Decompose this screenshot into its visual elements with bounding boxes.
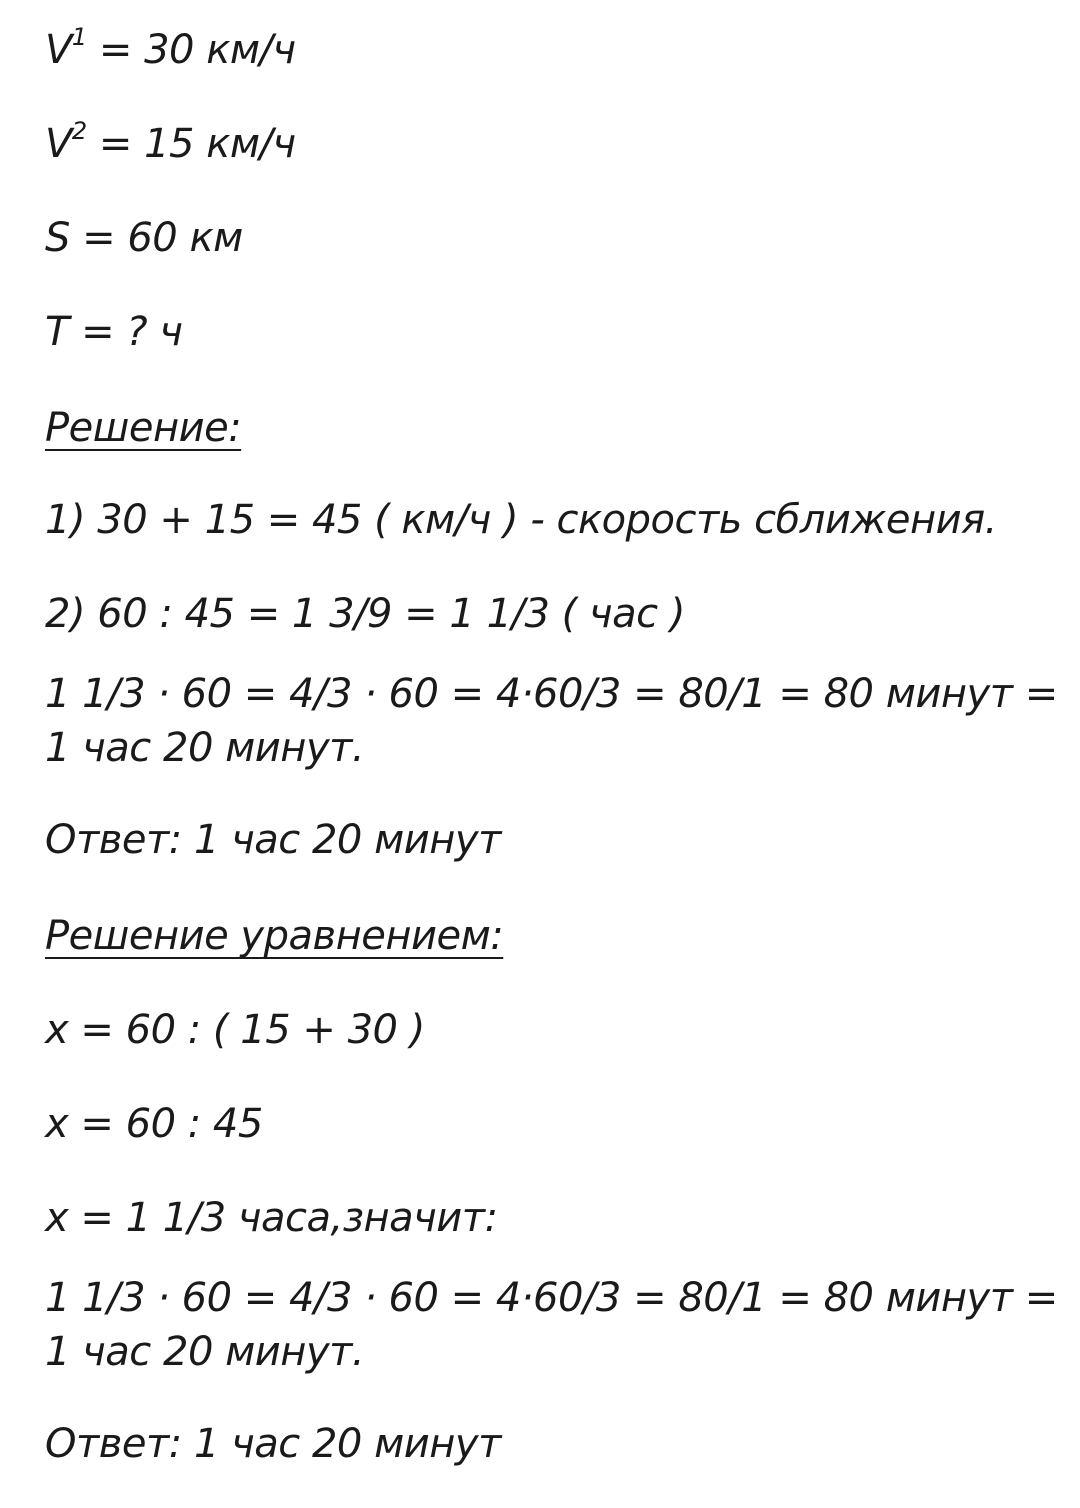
given-v1 xyxy=(45,24,296,76)
given-distance: S = 60 км xyxy=(45,215,243,261)
equation-answer: Ответ: 1 час 20 минут xyxy=(45,1421,501,1467)
v1-value: = 30 км/ч xyxy=(86,27,296,73)
equation-line-2: x = 60 : 45 xyxy=(45,1101,263,1147)
given-v2 xyxy=(45,118,296,170)
solution-step-1: 1) 30 + 15 = 45 ( км/ч ) - скорость сближения. xyxy=(45,497,997,543)
v2-value: = 15 км/ч xyxy=(86,121,296,167)
solution-step-2: 2) 60 : 45 = 1 3/9 = 1 1/3 ( час ) xyxy=(45,591,685,637)
equation-line-3: x = 1 1/3 часа,значит: xyxy=(45,1195,498,1241)
equation-heading: Решение уравнением: xyxy=(45,913,504,959)
given-time: T = ? ч xyxy=(45,309,183,355)
v2-index: 2 xyxy=(71,116,87,145)
v1-symbol: V xyxy=(45,27,72,73)
solution-conversion-2: 1 час 20 минут. xyxy=(45,725,365,771)
equation-conversion-1: 1 1/3 · 60 = 4/3 · 60 = 4·60/3 = 80/1 = 80 минут = xyxy=(45,1275,1058,1321)
v1-index: 1 xyxy=(71,22,87,51)
solution-answer: Ответ: 1 час 20 минут xyxy=(45,817,501,863)
solution-heading: Решение: xyxy=(45,405,242,451)
v2-symbol: V xyxy=(45,121,72,167)
equation-conversion-2: 1 час 20 минут. xyxy=(45,1329,365,1375)
solution-conversion-1: 1 1/3 · 60 = 4/3 · 60 = 4·60/3 = 80/1 = 80 минут = xyxy=(45,671,1058,717)
equation-line-1: x = 60 : ( 15 + 30 ) xyxy=(45,1007,425,1053)
